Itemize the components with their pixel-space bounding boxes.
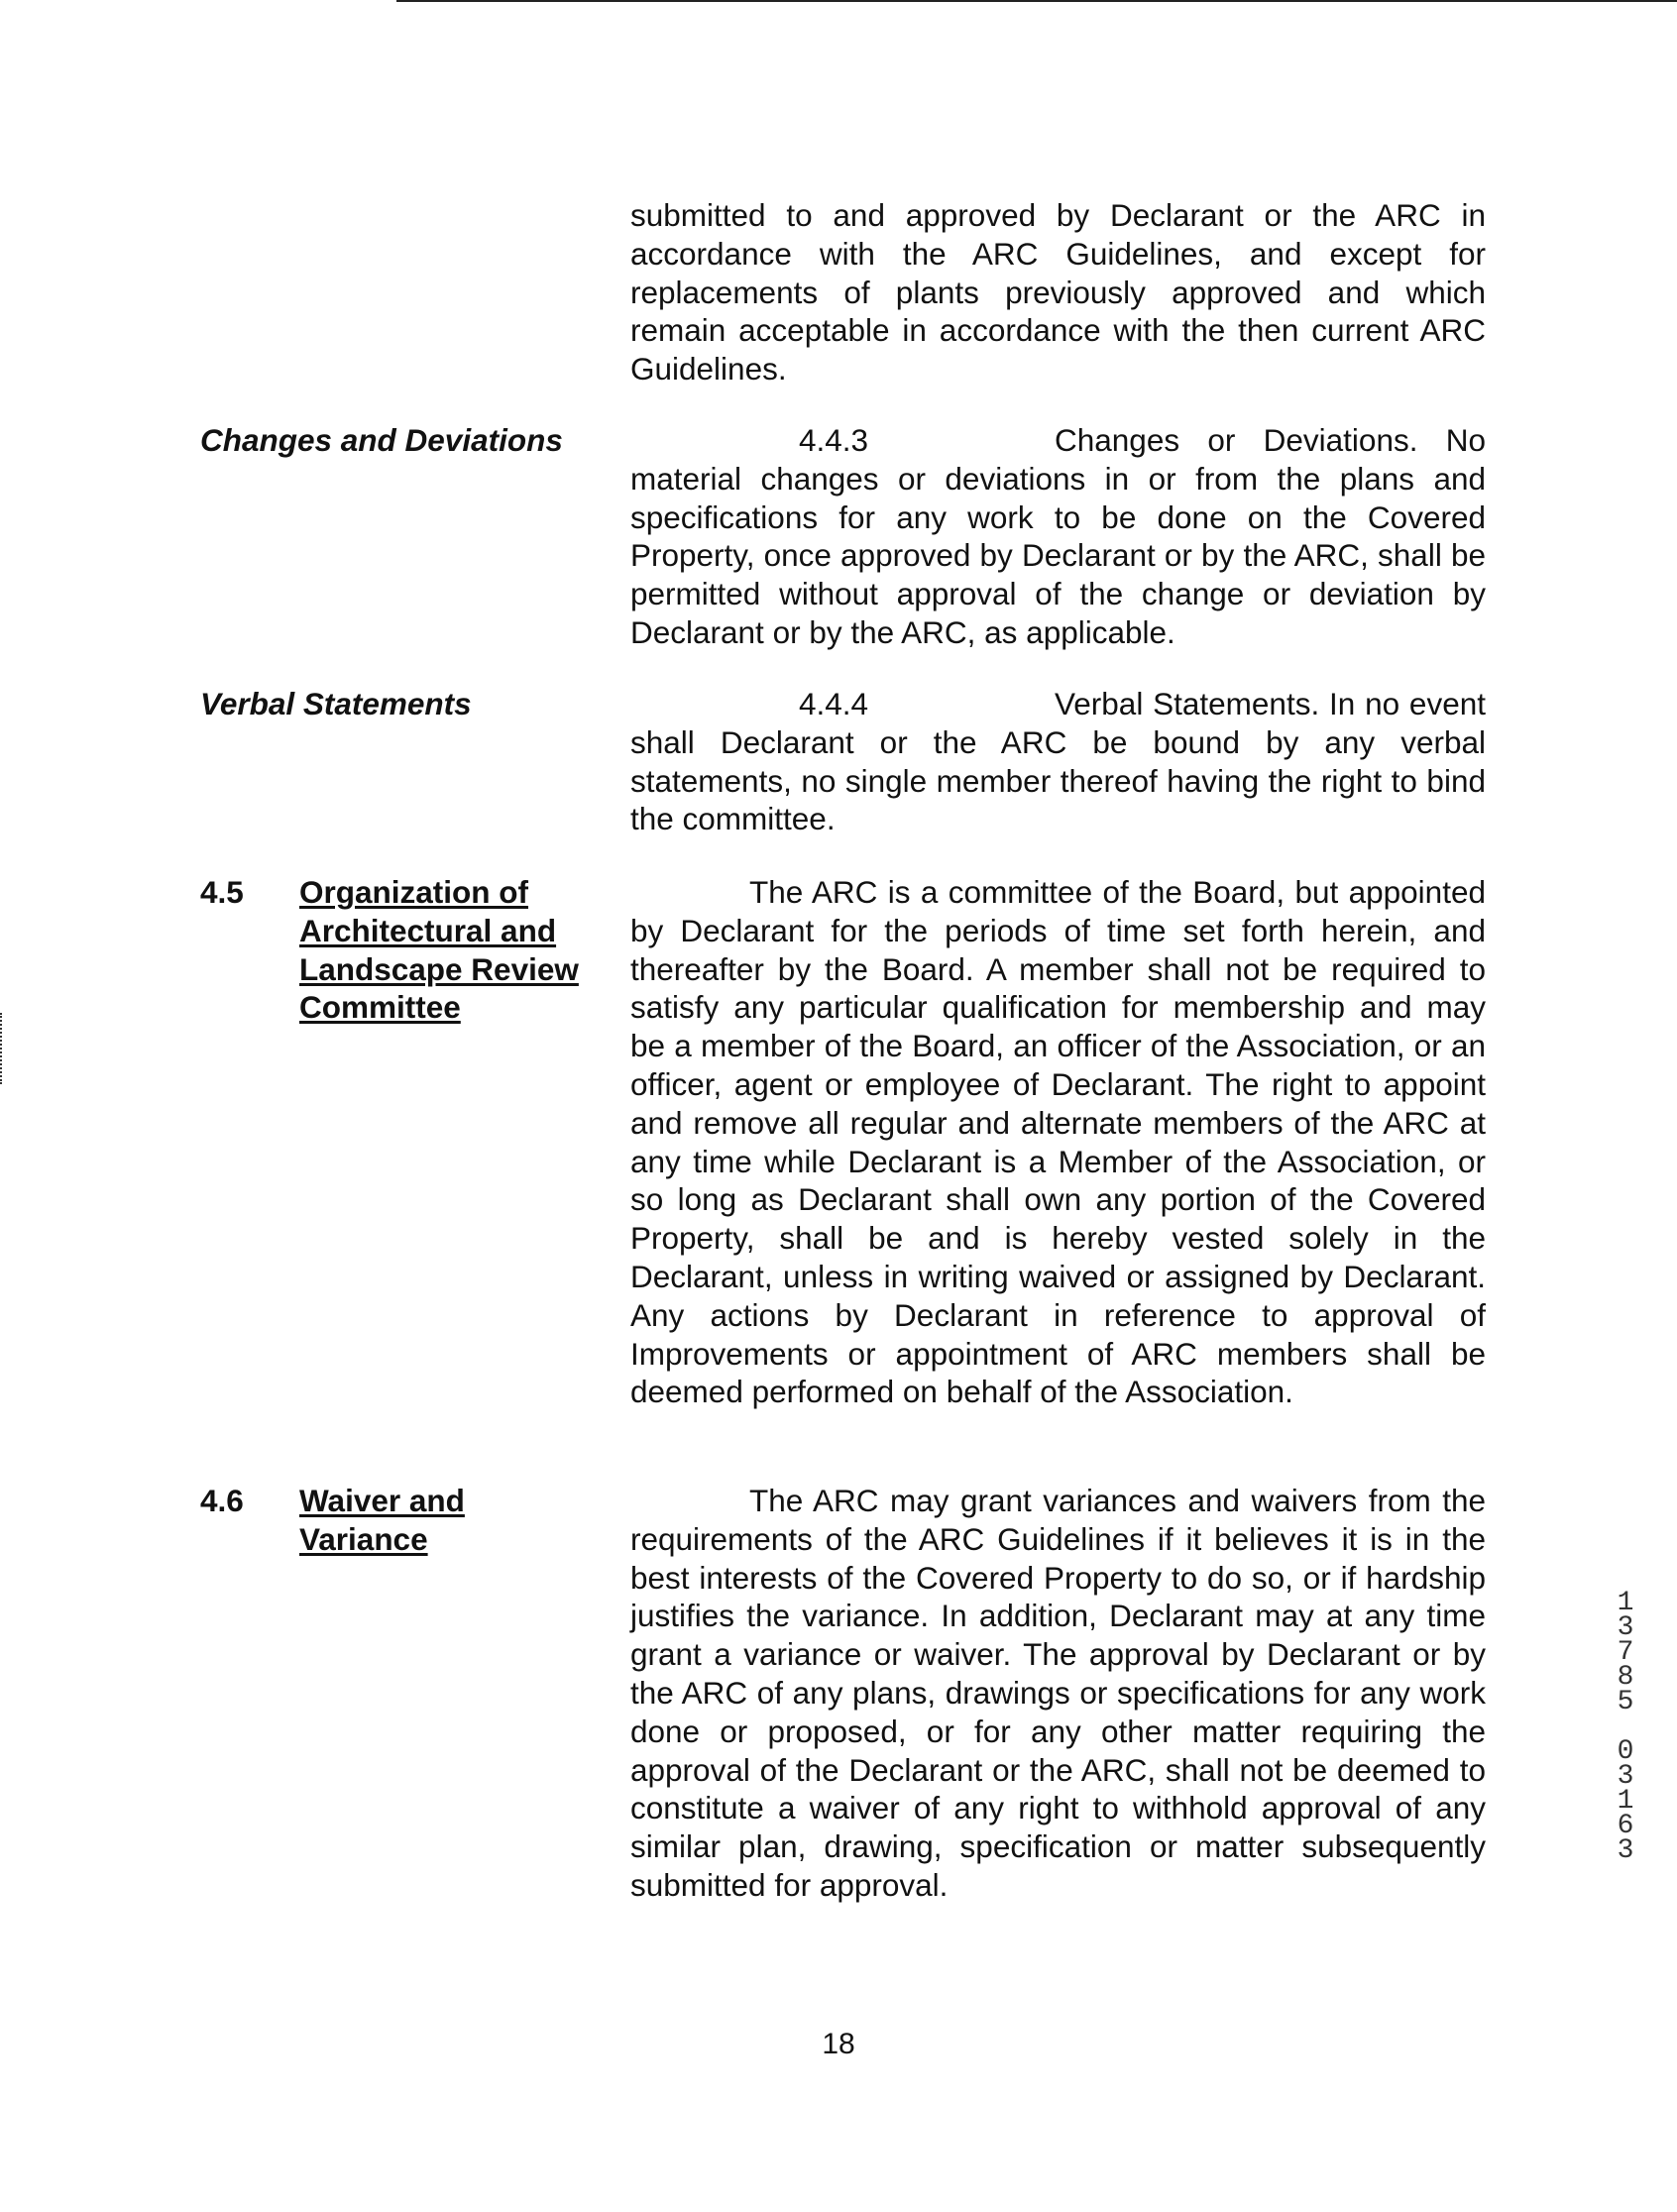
- recording-stamp-char: 8: [1617, 1662, 1634, 1693]
- recording-stamp-char: 0: [1617, 1736, 1634, 1767]
- intro-paragraph: submitted to and approved by Declarant or the ARC in accordance with the ARC Guidelines, and except for replacements of plants previously approved and which remain acceptable in accordance with the then current ARC Guidelines.: [630, 197, 1486, 387]
- section-number-4-5: 4.5: [200, 874, 244, 910]
- recording-stamp-char: 1: [1617, 1786, 1634, 1817]
- paragraph-changes: [630, 421, 1486, 652]
- paragraph-text-changes: Changes or Deviations. No material changes or deviations in or from the plans and specifications for any work to be done on the Covered Property, once approved by Declarant or by the ARC, shall be permitted without approval of the change or deviation by Declarant or by the ARC, as applicable.: [630, 422, 1486, 650]
- recording-stamp-char: 3: [1617, 1612, 1634, 1643]
- left-margin-mark: [0, 1013, 4, 1084]
- section-number-4-6: 4.6: [200, 1483, 244, 1518]
- section-title-organization: Organization of Architectural and Landscape Review Committee: [299, 874, 579, 1026]
- recording-stamp-char: 1: [1617, 1588, 1634, 1618]
- recording-stamp-char: 7: [1617, 1637, 1634, 1668]
- recording-stamp-char: 6: [1617, 1811, 1634, 1841]
- paragraph-number-changes: 4.4.3: [799, 422, 869, 458]
- top-border-line: [396, 0, 1677, 2]
- recording-stamp-char: 3: [1617, 1761, 1634, 1792]
- paragraph-organization: The ARC is a committee of the Board, but appointed by Declarant for the periods of time set forth herein, and thereafter by the Board. A member shall not be required to satisfy any particular qualification for membership and may be a member of the Board, an officer of the Association, or an officer, agent or employee of Declarant. The right to appoint and remove all regular and alternate members of the ARC at any time while Declarant is a Member of the Association, or so long as Declarant shall own any portion of the Covered Property, shall be and is hereby vested solely in the Declarant, unless in writing waived or assigned by Declarant. Any actions by Declarant in reference to approval of Improvements or appointment of ARC members shall be deemed performed on behalf of the Association.: [630, 874, 1486, 1410]
- recording-stamp: [1614, 1588, 1637, 1866]
- page-number: 18: [822, 2028, 855, 2060]
- side-heading-verbal: Verbal Statements: [200, 686, 472, 721]
- paragraph-number-verbal: 4.4.4: [799, 686, 869, 721]
- paragraph-verbal: [630, 685, 1486, 838]
- paragraph-waiver: The ARC may grant variances and waivers from the requirements of the ARC Guidelines if it believes it is in the best interests of the Covered Property to do so, or if hardship justifies the variance. In addition, Declarant may at any time grant a variance or waiver. The approval by Declarant or by the ARC of any plans, drawings or specifications for any work done or proposed, or for any other matter requiring the approval of the Declarant or the ARC, shall not be deemed to constitute a waiver of any right to withhold approval of any similar plan, drawing, specification or matter subsequently submitted for approval.: [630, 1483, 1486, 1903]
- side-heading-changes: Changes and Deviations: [200, 422, 563, 458]
- recording-stamp-char: 5: [1617, 1687, 1634, 1717]
- section-title-waiver: Waiver and Variance: [299, 1483, 465, 1557]
- paragraph-text-verbal: Verbal Statements. In no event shall Declarant or the ARC be bound by any verbal statements, no single member thereof having the right to bind the committee.: [630, 686, 1486, 837]
- recording-stamp-char: 3: [1617, 1835, 1634, 1866]
